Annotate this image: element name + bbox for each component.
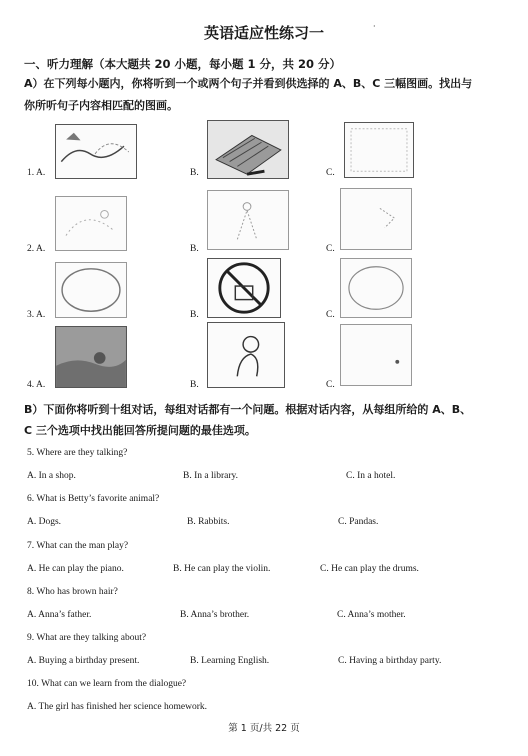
picture-3b[interactable]: [207, 258, 281, 318]
row2-label-c: C.: [326, 244, 335, 254]
blank-frame-icon: [345, 123, 413, 177]
question-6: 6. What is Betty’s favorite animal?: [27, 494, 160, 504]
q6-option-c[interactable]: C. Pandas.: [338, 517, 379, 527]
q5-option-a[interactable]: A. In a shop.: [27, 471, 76, 481]
no-sign-icon: [208, 259, 280, 317]
row3-label-c: C.: [326, 310, 335, 320]
part-b-instruction-line1: B）下面你将听到十组对话，每组对话都有一个问题。根据对话内容，从每组所给的 A、B、: [24, 403, 472, 416]
q7-option-a[interactable]: A. He can play the piano.: [27, 564, 124, 574]
oval-frame-icon-2: [341, 259, 411, 317]
row3-label-a: 3. A.: [27, 310, 46, 320]
part-a-instruction-line1: A）在下列每小题内，你将听到一个或两个句子并看到供选择的 A、B、C 三幅图画。找出与: [24, 77, 473, 90]
faded-object-icon-2: [341, 325, 411, 385]
row4-label-a: 4. A.: [27, 380, 46, 390]
part-b-instruction-line2: C 三个选项中找出能回答所提问题的最佳选项。: [24, 424, 256, 437]
picture-4c[interactable]: [340, 324, 412, 386]
part-a-instruction-line2: 你所听句子内容相匹配的图画。: [24, 99, 178, 112]
picture-3a[interactable]: [55, 262, 127, 318]
q10-option-a[interactable]: A. The girl has finished her science homework.: [27, 702, 208, 712]
faded-scene-icon: [56, 197, 126, 250]
row3-label-b: B.: [190, 310, 199, 320]
faded-object-icon: [341, 189, 411, 249]
picture-4b[interactable]: [207, 322, 285, 388]
q5-option-c[interactable]: C. In a hotel.: [346, 471, 396, 481]
row4-label-c: C.: [326, 380, 335, 390]
row2-label-a: 2. A.: [27, 244, 46, 254]
picture-2b[interactable]: [207, 190, 289, 250]
picture-2a[interactable]: [55, 196, 127, 251]
page-footer: 第 1 页/共 22 页: [228, 723, 300, 734]
picture-1a[interactable]: [55, 124, 137, 179]
photo-scene-icon: [56, 327, 126, 387]
question-7: 7. What can the man play?: [27, 541, 129, 551]
question-8: 8. Who has brown hair?: [27, 587, 118, 597]
picture-4a[interactable]: [55, 326, 127, 388]
q6-option-b[interactable]: B. Rabbits.: [187, 517, 230, 527]
faded-figure-icon: [208, 191, 288, 249]
page-title: 英语适应性练习一: [203, 24, 324, 42]
section-heading: 一、听力理解（本大题共 20 小题，每小题 1 分，共 20 分）: [24, 57, 342, 71]
question-10: 10. What can we learn from the dialogue?: [27, 679, 187, 689]
row1-label-c: C.: [326, 168, 335, 178]
q8-option-c[interactable]: C. Anna’s mother.: [337, 610, 406, 620]
row4-label-b: B.: [190, 380, 199, 390]
oval-frame-icon: [56, 263, 126, 317]
question-5: 5. Where are they talking?: [27, 448, 128, 458]
picture-1b[interactable]: [207, 120, 289, 179]
picture-1c[interactable]: [344, 122, 414, 178]
q9-option-a[interactable]: A. Buying a birthday present.: [27, 656, 140, 666]
q5-option-b[interactable]: B. In a library.: [183, 471, 239, 481]
q8-option-b[interactable]: B. Anna’s brother.: [180, 610, 250, 620]
row1-label-a: 1. A.: [27, 168, 46, 178]
row1-label-b: B.: [190, 168, 199, 178]
row2-label-b: B.: [190, 244, 199, 254]
stray-mark: ·: [373, 22, 376, 31]
question-9: 9. What are they talking about?: [27, 633, 147, 643]
q8-option-a[interactable]: A. Anna’s father.: [27, 610, 92, 620]
q7-option-c[interactable]: C. He can play the drums.: [320, 564, 419, 574]
q7-option-b[interactable]: B. He can play the violin.: [173, 564, 271, 574]
person-sketch-icon: [208, 323, 284, 387]
q9-option-c[interactable]: C. Having a birthday party.: [338, 656, 442, 666]
picture-2c[interactable]: [340, 188, 412, 250]
q6-option-a[interactable]: A. Dogs.: [27, 517, 62, 527]
hand-holding-fan-icon: [208, 121, 288, 178]
q9-option-b[interactable]: B. Learning English.: [190, 656, 270, 666]
landscape-sketch-icon: [56, 125, 136, 178]
picture-3c[interactable]: [340, 258, 412, 318]
